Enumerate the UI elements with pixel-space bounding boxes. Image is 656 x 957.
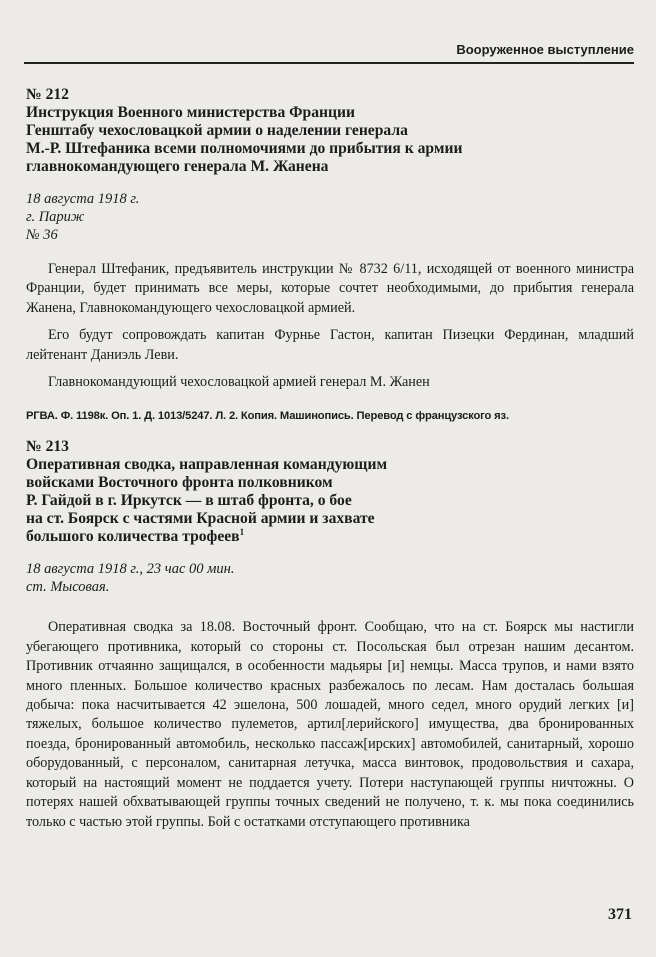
reference-number: № 36 [26,227,58,243]
date: 18 августа 1918 г. [26,191,140,207]
archive-source: РГВА. Ф. 1198к. Оп. 1. Д. 1013/5247. Л. 2. Копия. Машинопись. Перевод с французского яз. [26,410,509,423]
document-title-line: М.-Р. Штефаника всеми полномочиями до прибытия к армии [26,140,463,157]
document-title-line: Р. Гайдой в г. Иркутск — в штаб фронта, о бое [26,492,352,510]
place: ст. Мысовая. [26,579,110,596]
document-title-line: главнокомандующего генерала М. Жанена [26,158,329,175]
document-212 [26,86,634,422]
document-212-dateline [26,190,634,244]
document-title-line: Инструкция Военного министерства Франции [26,104,355,121]
document-212-heading [26,86,634,176]
document-213-heading [26,438,634,546]
page-content [26,86,634,832]
page-number: 371 [608,906,632,923]
body-paragraph: Его будут сопровождать капитан Фурнье Гастон, капитан Пизецки Фердинан, младший лейтенант Даниэль Леви. [26,327,634,363]
running-header [24,36,634,64]
signature-line: Главнокомандующий чехословацкой армией генерал М. Жанен [48,374,430,391]
document-title-line [26,528,634,546]
body-paragraph: Генерал Штефаник, предъявитель инструкции № 8732 6/11, исходящей от военного министра Франции, будет принимать все меры, которые сочтет необходимыми, до прибытия генерала Жанена, Главнокомандующего чехословацкой армией. [26,261,634,316]
document-213-dateline [26,560,634,596]
document-title-line-text: большого количества трофеев [26,528,240,546]
document-title-line: войсками Восточного фронта полковником [26,474,333,492]
body-paragraph: Оперативная сводка за 18.08. Восточный фронт. Сообщаю, что на ст. Боярск мы настигли убегающего противника, который со стороны ст. Посольская был отрезан нашим десантом. Противник отчаянно защищался, в особенности мадьяры [и] немцы. Масса трупов, и нами взято много пленных. Большое количество красных разбежалось по лесам. Нам досталась большая добыча: пока насчитывается 42 эшелона, 500 лошадей, много седел, много орудий легких [и] тяжелых, большое количество пулеметов, артил[лерийского] имущества, два бронированных поезда, бронированный автомобиль, несколько пассаж[ирских] автомобилей, санитарный, хорошо оборудованный, с персоналом, санитарная летучка, масса винтовок, продовольствия и сахара, который на настоящий момент не поддается учету. Потери наступающей группы ничтожны. О потерях нашей обхватывающей группы точных сведений не получено, т. к. мы пока соединились только с частью этой группы. Бой с остатками отступающего противника [26,619,634,830]
document-title-line: Оперативная сводка, направленная командующим [26,456,388,474]
document-number: № 212 [26,86,69,103]
document-number: № 213 [26,438,69,456]
document-title-line: Генштабу чехословацкой армии о наделении генерала [26,122,408,139]
document-213 [26,438,634,831]
running-header-title: Вооруженное выступление [456,42,634,57]
document-title-line: на ст. Боярск с частями Красной армии и захвате [26,510,375,528]
footnote-marker: 1 [239,527,245,538]
date-time: 18 августа 1918 г., 23 час 00 мин. [26,561,235,578]
place: г. Париж [26,209,85,225]
